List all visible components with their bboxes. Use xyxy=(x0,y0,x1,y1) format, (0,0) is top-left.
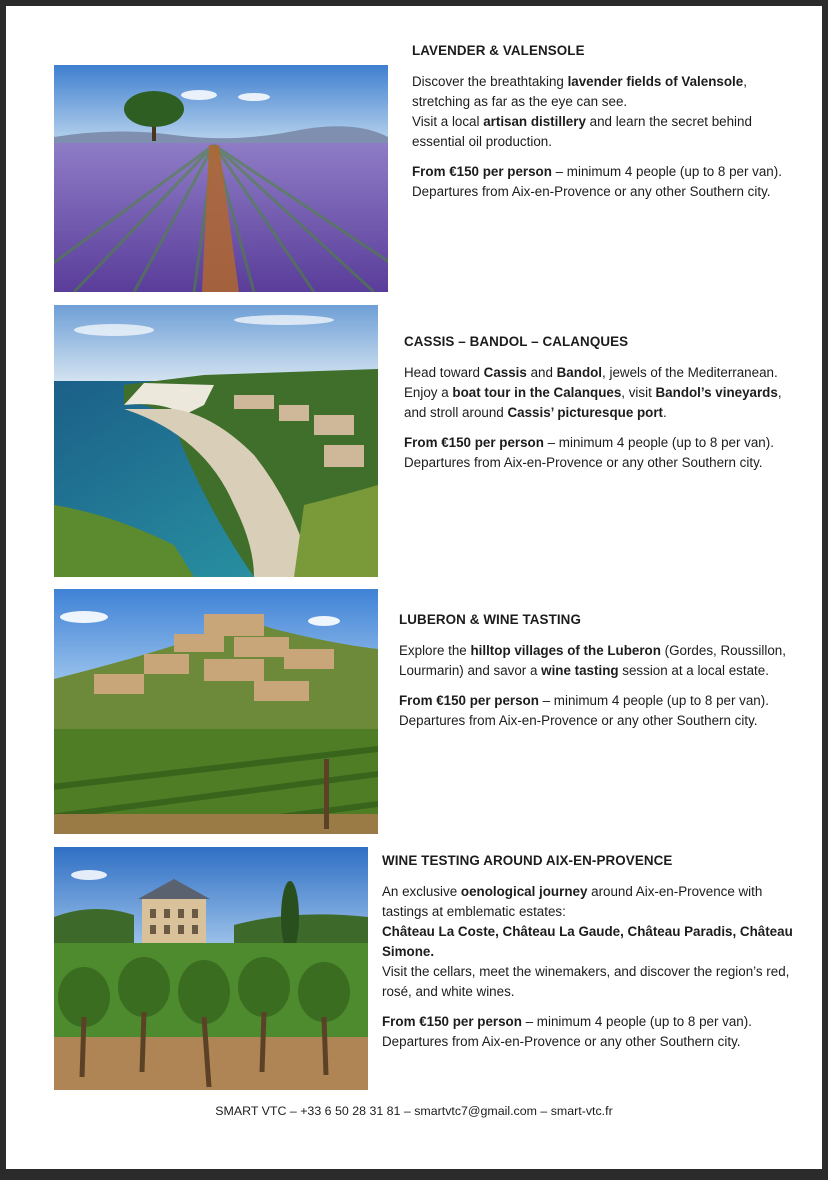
tour-lavender-text xyxy=(412,41,792,202)
highlight-text: hilltop villages of the Luberon xyxy=(470,643,661,658)
highlight-text: boat tour in the Calanques xyxy=(452,385,622,400)
tour-luberon-text xyxy=(399,610,799,731)
description-text: Visit the cellars, meet the winemakers, and discover the region’s red, rosé, and white wines. xyxy=(382,964,790,999)
tour-title: LAVENDER & VALENSOLE xyxy=(412,43,585,58)
brochure-page xyxy=(6,6,822,1169)
price-label: From €150 per person xyxy=(399,693,539,708)
cassis-coast-photo xyxy=(54,305,378,577)
contact-footer: SMART VTC – +33 6 50 28 31 81 – smartvtc7@gmail.com – smart-vtc.fr xyxy=(215,1104,613,1118)
highlight-text: Cassis’ picturesque port xyxy=(507,405,664,420)
description-text: around Aix-en-Provence with tastings at emblematic estates: xyxy=(382,884,763,919)
price-label: From €150 per person xyxy=(404,435,544,450)
departures-text: Departures from Aix-en-Provence or any other Southern city. xyxy=(399,713,758,728)
departures-text: Departures from Aix-en-Provence or any other Southern city. xyxy=(404,455,763,470)
description-text: Visit a local xyxy=(412,114,484,129)
tour-pricing xyxy=(399,691,799,731)
tour-description xyxy=(399,641,799,681)
tour-description xyxy=(404,363,800,423)
highlight-text: wine tasting xyxy=(541,663,619,678)
tour-pricing xyxy=(382,1012,802,1052)
description-text: Discover the breathtaking xyxy=(412,74,568,89)
tour-description xyxy=(412,72,792,152)
description-text: Explore the xyxy=(399,643,471,658)
highlight-text: lavender fields of Valensole xyxy=(567,74,744,89)
price-details: – minimum 4 people (up to 8 per van). xyxy=(521,1014,752,1029)
tour-pricing xyxy=(412,162,792,202)
tour-title: CASSIS – BANDOL – CALANQUES xyxy=(404,334,629,349)
description-text: , visit xyxy=(621,385,656,400)
tour-title: WINE TESTING AROUND AIX-EN-PROVENCE xyxy=(382,853,673,868)
highlight-text: oenological journey xyxy=(460,884,588,899)
luberon-village-photo xyxy=(54,589,378,834)
tour-pricing xyxy=(404,433,800,473)
tour-description xyxy=(382,882,802,1002)
departures-text: Departures from Aix-en-Provence or any other Southern city. xyxy=(412,184,771,199)
description-text: Enjoy a xyxy=(404,385,453,400)
price-label: From €150 per person xyxy=(382,1014,522,1029)
price-details: – minimum 4 people (up to 8 per van). xyxy=(538,693,769,708)
highlight-text: Bandol’s vineyards xyxy=(655,385,778,400)
departures-text: Departures from Aix-en-Provence or any other Southern city. xyxy=(382,1034,741,1049)
description-text: and xyxy=(526,365,557,380)
description-text: , jewels of the Mediterranean. xyxy=(602,365,778,380)
highlight-text: Cassis xyxy=(483,365,527,380)
tour-aix-wine-text xyxy=(382,851,802,1052)
lavender-fields-photo xyxy=(54,65,388,292)
tour-cassis-text xyxy=(404,332,800,473)
description-text: , stretching as far as the eye can see. xyxy=(412,74,747,109)
description-text: (Gordes, Roussillon, Lourmarin) and savor a xyxy=(399,643,786,678)
price-label: From €150 per person xyxy=(412,164,552,179)
price-details: – minimum 4 people (up to 8 per van). xyxy=(551,164,782,179)
chateau-vineyard-photo xyxy=(54,847,368,1090)
description-text: . xyxy=(663,405,667,420)
highlight-text: artisan distillery xyxy=(483,114,586,129)
description-text: , and stroll around xyxy=(404,385,782,420)
description-text: An exclusive xyxy=(382,884,461,899)
highlight-text: Bandol xyxy=(556,365,603,380)
highlight-text: Château La Coste, Château La Gaude, Château Paradis, Château Simone. xyxy=(382,924,793,959)
description-text: Head toward xyxy=(404,365,484,380)
description-text: session at a local estate. xyxy=(618,663,769,678)
tour-title: LUBERON & WINE TASTING xyxy=(399,612,581,627)
description-text: and learn the secret behind essential oil production. xyxy=(412,114,752,149)
price-details: – minimum 4 people (up to 8 per van). xyxy=(543,435,774,450)
